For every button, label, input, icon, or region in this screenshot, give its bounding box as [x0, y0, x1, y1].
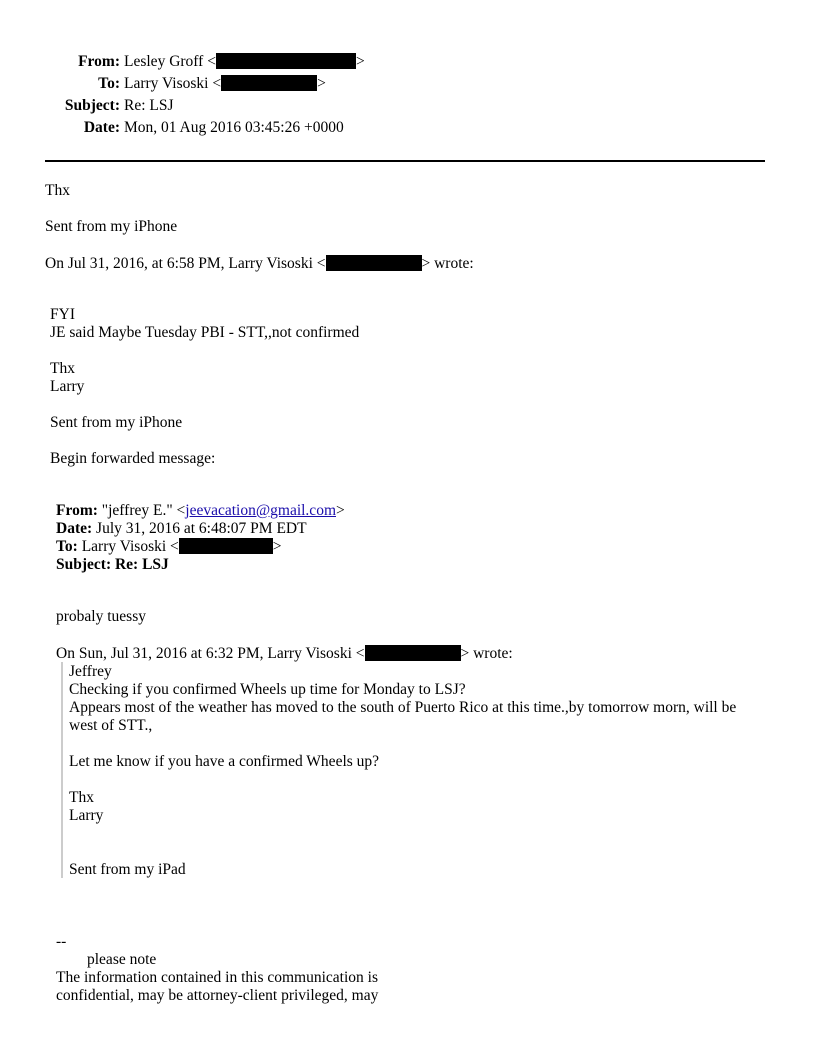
sender-email-link[interactable]: jeevacation@gmail.com [185, 502, 336, 519]
forward-line: JE said Maybe Tuesday PBI - STT,,not confirmed [50, 324, 360, 341]
date-value: Mon, 01 Aug 2016 03:45:26 +0000 [124, 119, 344, 136]
forward-fyi: FYI [50, 306, 75, 323]
quoted-jeffrey: Jeffrey [69, 663, 112, 680]
redaction-box [216, 53, 356, 69]
forward-begin: Begin forwarded message: [50, 450, 216, 467]
redaction-box [221, 75, 317, 91]
body-wrote-line: On Jul 31, 2016, at 6:58 PM, Larry Visoski < > wrote: [45, 255, 474, 272]
quoted-thx: Thx [69, 789, 94, 806]
reply-text: probaly tuessy [56, 608, 146, 625]
quoted-larry: Larry [69, 807, 104, 824]
quoted-sent-from: Sent from my iPad [69, 861, 186, 878]
reply-wrote-line: On Sun, Jul 31, 2016 at 6:32 PM, Larry Visoski < > wrote: [56, 645, 513, 662]
quoted-line3: west of STT., [69, 717, 153, 734]
disclaimer-line1: The information contained in this communication is [56, 969, 378, 986]
fwd-from-line: From: "jeffrey E." <jeevacation@gmail.com> [56, 502, 345, 519]
quote-bar [61, 662, 63, 878]
from-label: From: [78, 53, 120, 70]
forward-thx: Thx [50, 360, 75, 377]
header-divider [45, 160, 765, 162]
redaction-box [326, 255, 422, 271]
forward-larry: Larry [50, 378, 85, 395]
quoted-line4: Let me know if you have a confirmed Wheels up? [69, 753, 380, 770]
body-sent-from: Sent from my iPhone [45, 218, 178, 235]
forward-sent-from: Sent from my iPhone [50, 414, 183, 431]
please-note: please note [87, 951, 157, 968]
fwd-date-line: Date: July 31, 2016 at 6:48:07 PM EDT [56, 520, 307, 537]
redaction-box [179, 538, 273, 554]
from-value: Lesley Groff < > [124, 53, 365, 70]
date-label: Date: [83, 119, 120, 136]
disclaimer-line2: confidential, may be attorney-client privileged, may [56, 987, 379, 1004]
fwd-to-line: To: Larry Visoski < > [56, 538, 282, 555]
to-label: To: [98, 75, 120, 92]
redaction-box [365, 645, 461, 661]
quoted-line1: Checking if you confirmed Wheels up time for Monday to LSJ? [69, 681, 466, 698]
to-value: Larry Visoski < > [124, 75, 326, 92]
body-thx: Thx [45, 182, 70, 199]
subject-label: Subject: [64, 97, 120, 114]
subject-value: Re: LSJ [124, 97, 174, 114]
fwd-subject-line: Subject: Re: LSJ [56, 556, 169, 573]
quoted-line2: Appears most of the weather has moved to the south of Puerto Rico at this time.,by tomorrow morn, will be [69, 699, 737, 716]
signature-dashes: -- [56, 933, 67, 950]
